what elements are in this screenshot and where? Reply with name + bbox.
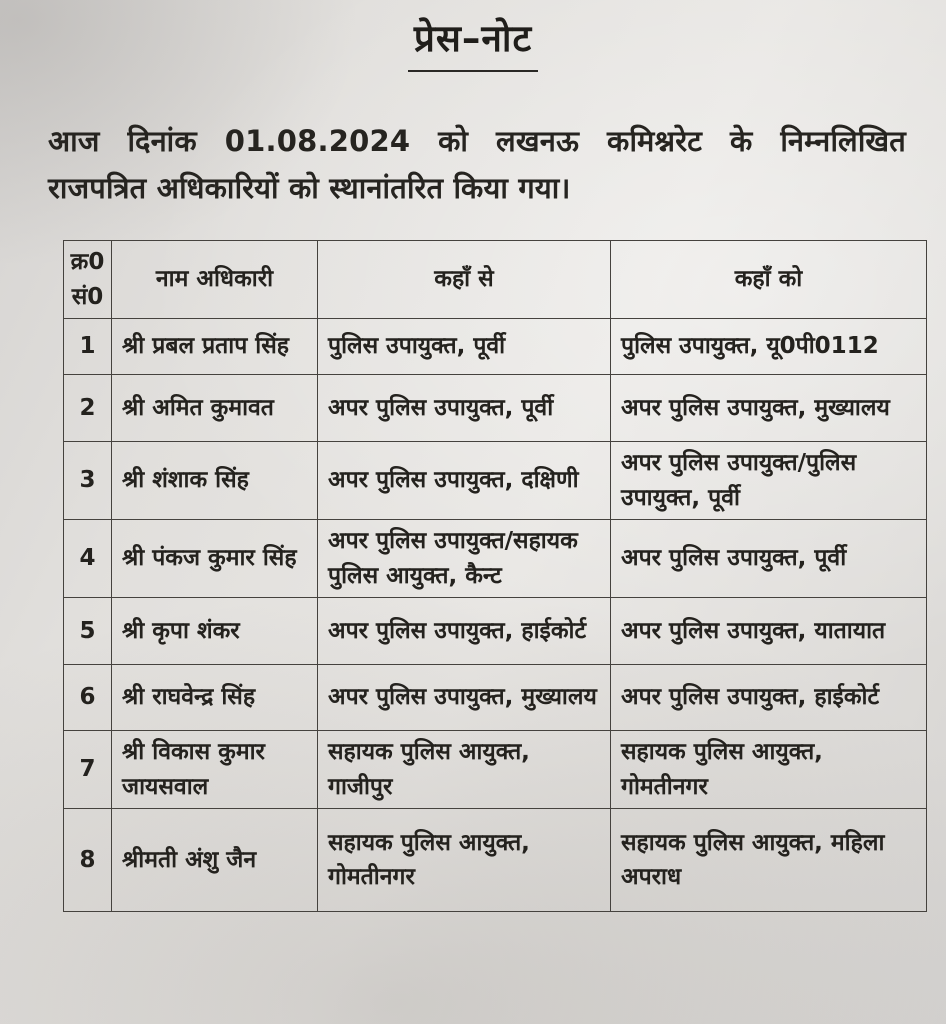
cell-transferred-to: पुलिस उपायुक्त, यू0पी0112 (611, 319, 927, 375)
header-officer-name: नाम अधिकारी (112, 241, 318, 319)
intro-paragraph (48, 118, 906, 212)
cell-transferred-from: सहायक पुलिस आयुक्त, गाजीपुर (318, 731, 611, 809)
table-row (64, 375, 927, 442)
cell-transferred-to: अपर पुलिस उपायुक्त, मुख्यालय (611, 375, 927, 442)
intro-line: आज दिनांक 01.08.2024 को लखनऊ कमिश्नरेट के निम्नलिखित (48, 124, 906, 159)
cell-transferred-from: अपर पुलिस उपायुक्त, हाईकोर्ट (318, 598, 611, 665)
table-row (64, 442, 927, 520)
cell-transferred-from: अपर पुलिस उपायुक्त, मुख्यालय (318, 665, 611, 731)
cell-serial-number: 4 (64, 520, 112, 598)
table-row (64, 319, 927, 375)
cell-officer-name: श्री कृपा शंकर (112, 598, 318, 665)
table-body (64, 319, 927, 912)
cell-transferred-to: सहायक पुलिस आयुक्त, गोमतीनगर (611, 731, 927, 809)
cell-transferred-from: पुलिस उपायुक्त, पूर्वी (318, 319, 611, 375)
cell-officer-name: श्री विकास कुमार जायसवाल (112, 731, 318, 809)
table-row (64, 809, 927, 912)
cell-officer-name: श्री पंकज कुमार सिंह (112, 520, 318, 598)
transfer-table (63, 240, 927, 912)
cell-officer-name: श्री प्रबल प्रताप सिंह (112, 319, 318, 375)
cell-transferred-to: अपर पुलिस उपायुक्त, हाईकोर्ट (611, 665, 927, 731)
table-row (64, 520, 927, 598)
header-serial-number: क्र0 सं0 (64, 241, 112, 319)
table-row (64, 731, 927, 809)
table-row (64, 598, 927, 665)
table-head (64, 241, 927, 319)
cell-serial-number: 2 (64, 375, 112, 442)
cell-transferred-from: सहायक पुलिस आयुक्त, गोमतीनगर (318, 809, 611, 912)
cell-transferred-from: अपर पुलिस उपायुक्त, पूर्वी (318, 375, 611, 442)
cell-transferred-from: अपर पुलिस उपायुक्त/सहायक पुलिस आयुक्त, कैन्ट (318, 520, 611, 598)
header-transferred-from: कहाँ से (318, 241, 611, 319)
cell-transferred-to: अपर पुलिस उपायुक्त/पुलिस उपायुक्त, पूर्वी (611, 442, 927, 520)
cell-transferred-to: अपर पुलिस उपायुक्त, पूर्वी (611, 520, 927, 598)
page-title-text: प्रेस–नोट (408, 16, 538, 72)
cell-officer-name: श्री राघवेन्द्र सिंह (112, 665, 318, 731)
cell-serial-number: 3 (64, 442, 112, 520)
cell-serial-number: 6 (64, 665, 112, 731)
cell-serial-number: 8 (64, 809, 112, 912)
table-row (64, 665, 927, 731)
cell-transferred-to: अपर पुलिस उपायुक्त, यातायात (611, 598, 927, 665)
cell-officer-name: श्री शंशाक सिंह (112, 442, 318, 520)
cell-transferred-from: अपर पुलिस उपायुक्त, दक्षिणी (318, 442, 611, 520)
cell-serial-number: 1 (64, 319, 112, 375)
cell-officer-name: श्री अमित कुमावत (112, 375, 318, 442)
header-transferred-to: कहाँ को (611, 241, 927, 319)
cell-serial-number: 5 (64, 598, 112, 665)
cell-serial-number: 7 (64, 731, 112, 809)
cell-officer-name: श्रीमती अंशु जैन (112, 809, 318, 912)
intro-line: राजपत्रित अधिकारियों को स्थानांतरित किया गया। (48, 171, 571, 206)
cell-transferred-to: सहायक पुलिस आयुक्त, महिला अपराध (611, 809, 927, 912)
page-title (0, 0, 946, 72)
table-header-row (64, 241, 927, 319)
